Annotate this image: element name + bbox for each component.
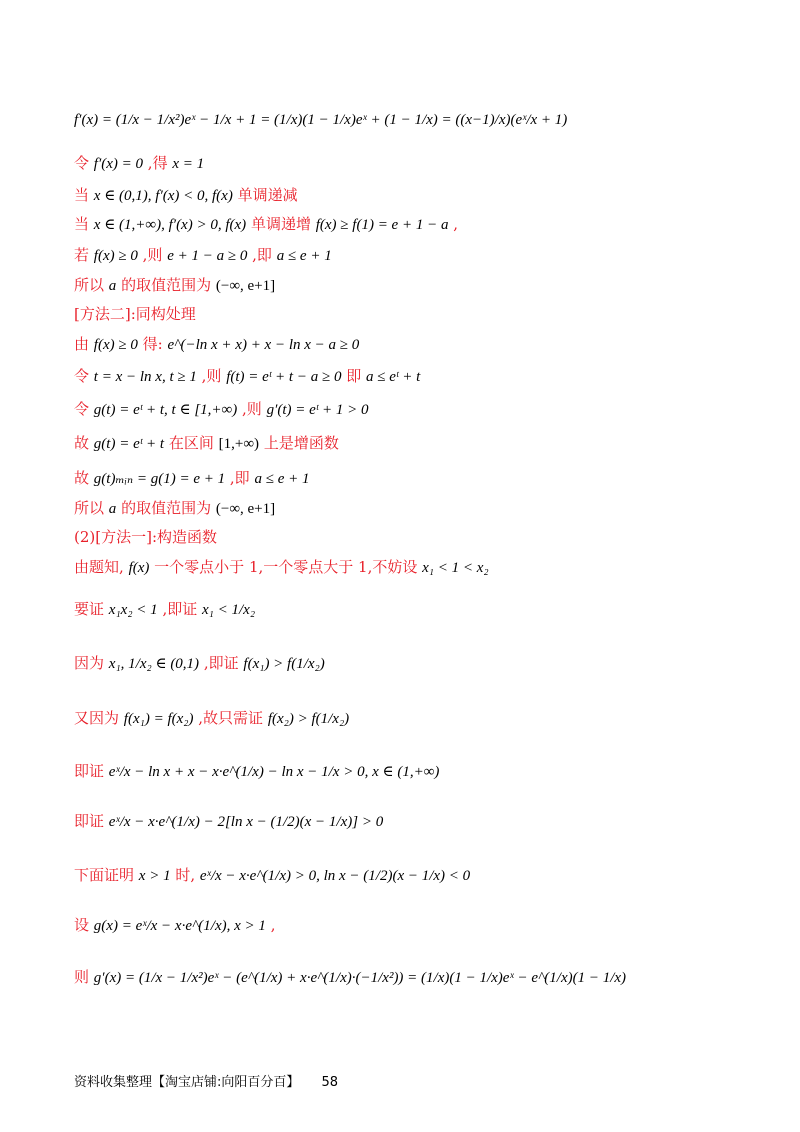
math-expression: f(x) ≥ 0 (93, 248, 138, 264)
math-expression: f(x) (128, 560, 150, 576)
text-label: 则 (74, 968, 90, 986)
line-condition (74, 244, 332, 267)
line-define-g (74, 914, 275, 937)
math-expression: a (108, 501, 117, 517)
text-label: 故 (74, 434, 90, 452)
page-footer (74, 1071, 338, 1090)
line-from-f (74, 333, 359, 356)
text-label: 时, (175, 866, 196, 884)
text-label: 即证 (74, 762, 105, 780)
line-decreasing (74, 184, 298, 207)
text-label: 令 (74, 400, 90, 418)
text-label: 又因为 (74, 709, 120, 727)
text-label: 得: (142, 335, 163, 353)
line-g-min (74, 467, 309, 490)
text-label: ,即证 (203, 654, 239, 672)
text-label: 故 (74, 469, 90, 487)
math-expression: eˣ/x − x·e^(1/x) > 0, ln x − (1/2)(x − 1/x) < 0 (199, 868, 471, 884)
line-range-result (74, 274, 275, 297)
text-label: 当 (74, 186, 90, 204)
line-method-two-heading (74, 303, 196, 325)
text-label: 上是增函数 (263, 434, 339, 452)
math-expression: f(t) = eᵗ + t − a ≥ 0 (226, 369, 342, 385)
math-expression: g′(x) = (1/x − 1/x²)eˣ − (e^(1/x) + x·e^(1/x)·(−1/x²)) = (1/x)(1 − 1/x)eˣ − e^(1/x)(1 − 1/x) (93, 970, 627, 986)
line-prove-inequality-2 (74, 810, 383, 833)
text-label: 要证 (74, 600, 105, 618)
text-label: , (453, 215, 459, 233)
math-expression: g′(t) = eᵗ + 1 > 0 (266, 402, 369, 418)
line-let-g (74, 398, 369, 421)
text-label: ,则 (142, 246, 163, 264)
math-expression: x₁x₂ < 1 (108, 602, 158, 618)
text-label: 单调递减 (237, 186, 298, 204)
text-label: 令 (74, 154, 90, 172)
text-label: ,即证 (162, 600, 198, 618)
section-heading: (2)[方法一]:构造函数 (74, 528, 218, 546)
math-expression: eˣ/x − ln x + x − x·e^(1/x) − ln x − 1/x > 0, x ∈ (1,+∞) (108, 764, 440, 780)
line-g-increasing (74, 432, 339, 455)
math-expression: e^(−ln x + x) + x − ln x − a ≥ 0 (167, 337, 360, 353)
math-expression: a (108, 278, 117, 294)
math-expression: f′(x) = (1/x − 1/x²)eˣ − 1/x + 1 = (1/x)(1 − 1/x)eˣ + (1 − 1/x) = ((x−1)/x)(eˣ/x + 1) (74, 112, 568, 128)
math-expression: x ∈ (1,+∞), f′(x) > 0, f(x) (93, 217, 247, 233)
math-expression: f(x₁) = f(x₂) (123, 711, 194, 727)
text-label: 令 (74, 367, 90, 385)
math-expression: g(t)ₘᵢₙ = g(1) = e + 1 (93, 471, 226, 487)
footer-source-text: 资料收集整理【淘宝店铺:向阳百分百】 (74, 1075, 300, 1090)
math-expression: x₁, 1/x₂ ∈ (0,1) (108, 656, 200, 672)
text-label: 即 (346, 367, 362, 385)
math-expression: x > 1 (138, 868, 171, 884)
text-label: 设 (74, 916, 90, 934)
line-zeros (74, 556, 489, 579)
line-derivative (74, 108, 567, 131)
math-expression: x₁ < 1 < x₂ (422, 560, 489, 576)
text-label: 即证 (74, 812, 105, 830)
text-label: 因为 (74, 654, 105, 672)
math-expression: a ≤ e + 1 (276, 248, 332, 264)
line-to-prove (74, 598, 255, 621)
line-prove-below (74, 864, 470, 887)
page-number: 58 (321, 1075, 339, 1090)
text-label: 的取值范围为 (121, 499, 212, 517)
text-label: 单调递增 (250, 215, 311, 233)
math-expression: f(x) ≥ 0 (93, 337, 138, 353)
math-expression: f(x₁) > f(1/x₂) (243, 656, 325, 672)
math-expression: a ≤ e + 1 (254, 471, 310, 487)
line-g-derivative (74, 966, 626, 989)
math-expression: g(x) = eˣ/x − x·e^(1/x), x > 1 (93, 918, 266, 934)
section-heading: [方法二]:同构处理 (74, 305, 196, 323)
text-label: 一个零点小于 1,一个零点大于 1,不妨设 (154, 558, 418, 576)
math-expression: (−∞, e+1] (215, 278, 276, 294)
text-label: 的取值范围为 (121, 276, 212, 294)
text-label: 所以 (74, 276, 105, 294)
math-expression: x₁ < 1/x₂ (202, 602, 256, 618)
math-expression: g(t) = eᵗ + t, t ∈ [1,+∞) (93, 402, 238, 418)
line-because (74, 652, 325, 675)
text-label: ,则 (242, 400, 262, 418)
text-label: 若 (74, 246, 90, 264)
math-expression: e + 1 − a ≥ 0 (167, 248, 248, 264)
math-expression: (−∞, e+1] (215, 501, 276, 517)
math-expression: eˣ/x − x·e^(1/x) − 2[ln x − (1/2)(x − 1/x)] > 0 (108, 814, 384, 830)
line-set-zero (74, 152, 204, 175)
math-expression: f(x₂) > f(1/x₂) (267, 711, 350, 727)
line-also-because (74, 707, 349, 730)
math-expression: f′(x) = 0 (93, 156, 144, 172)
text-label: 下面证明 (74, 866, 135, 884)
math-expression: x = 1 (172, 156, 205, 172)
math-expression: [1,+∞) (218, 436, 260, 452)
text-label: ,则 (201, 367, 222, 385)
text-label: 由 (74, 335, 90, 353)
text-label: 所以 (74, 499, 105, 517)
math-expression: t = x − ln x, t ≥ 1 (93, 369, 197, 385)
line-prove-inequality-1 (74, 760, 439, 783)
text-label: 由题知, (74, 558, 124, 576)
text-label: 当 (74, 215, 90, 233)
math-expression: a ≤ eᵗ + t (366, 369, 421, 385)
line-let-t (74, 365, 420, 388)
text-label: ,即 (229, 469, 250, 487)
math-expression: x ∈ (0,1), f′(x) < 0, f(x) (93, 188, 233, 204)
text-label: ,得 (147, 154, 168, 172)
line-range-result-2 (74, 497, 275, 520)
text-label: , (270, 916, 276, 934)
line-part-two-heading (74, 526, 217, 548)
math-expression: g(t) = eᵗ + t (93, 436, 165, 452)
text-label: ,故只需证 (198, 709, 264, 727)
line-increasing (74, 213, 458, 236)
math-expression: f(x) ≥ f(1) = e + 1 − a (315, 217, 449, 233)
text-label: 在区间 (168, 434, 214, 452)
text-label: ,即 (252, 246, 272, 264)
